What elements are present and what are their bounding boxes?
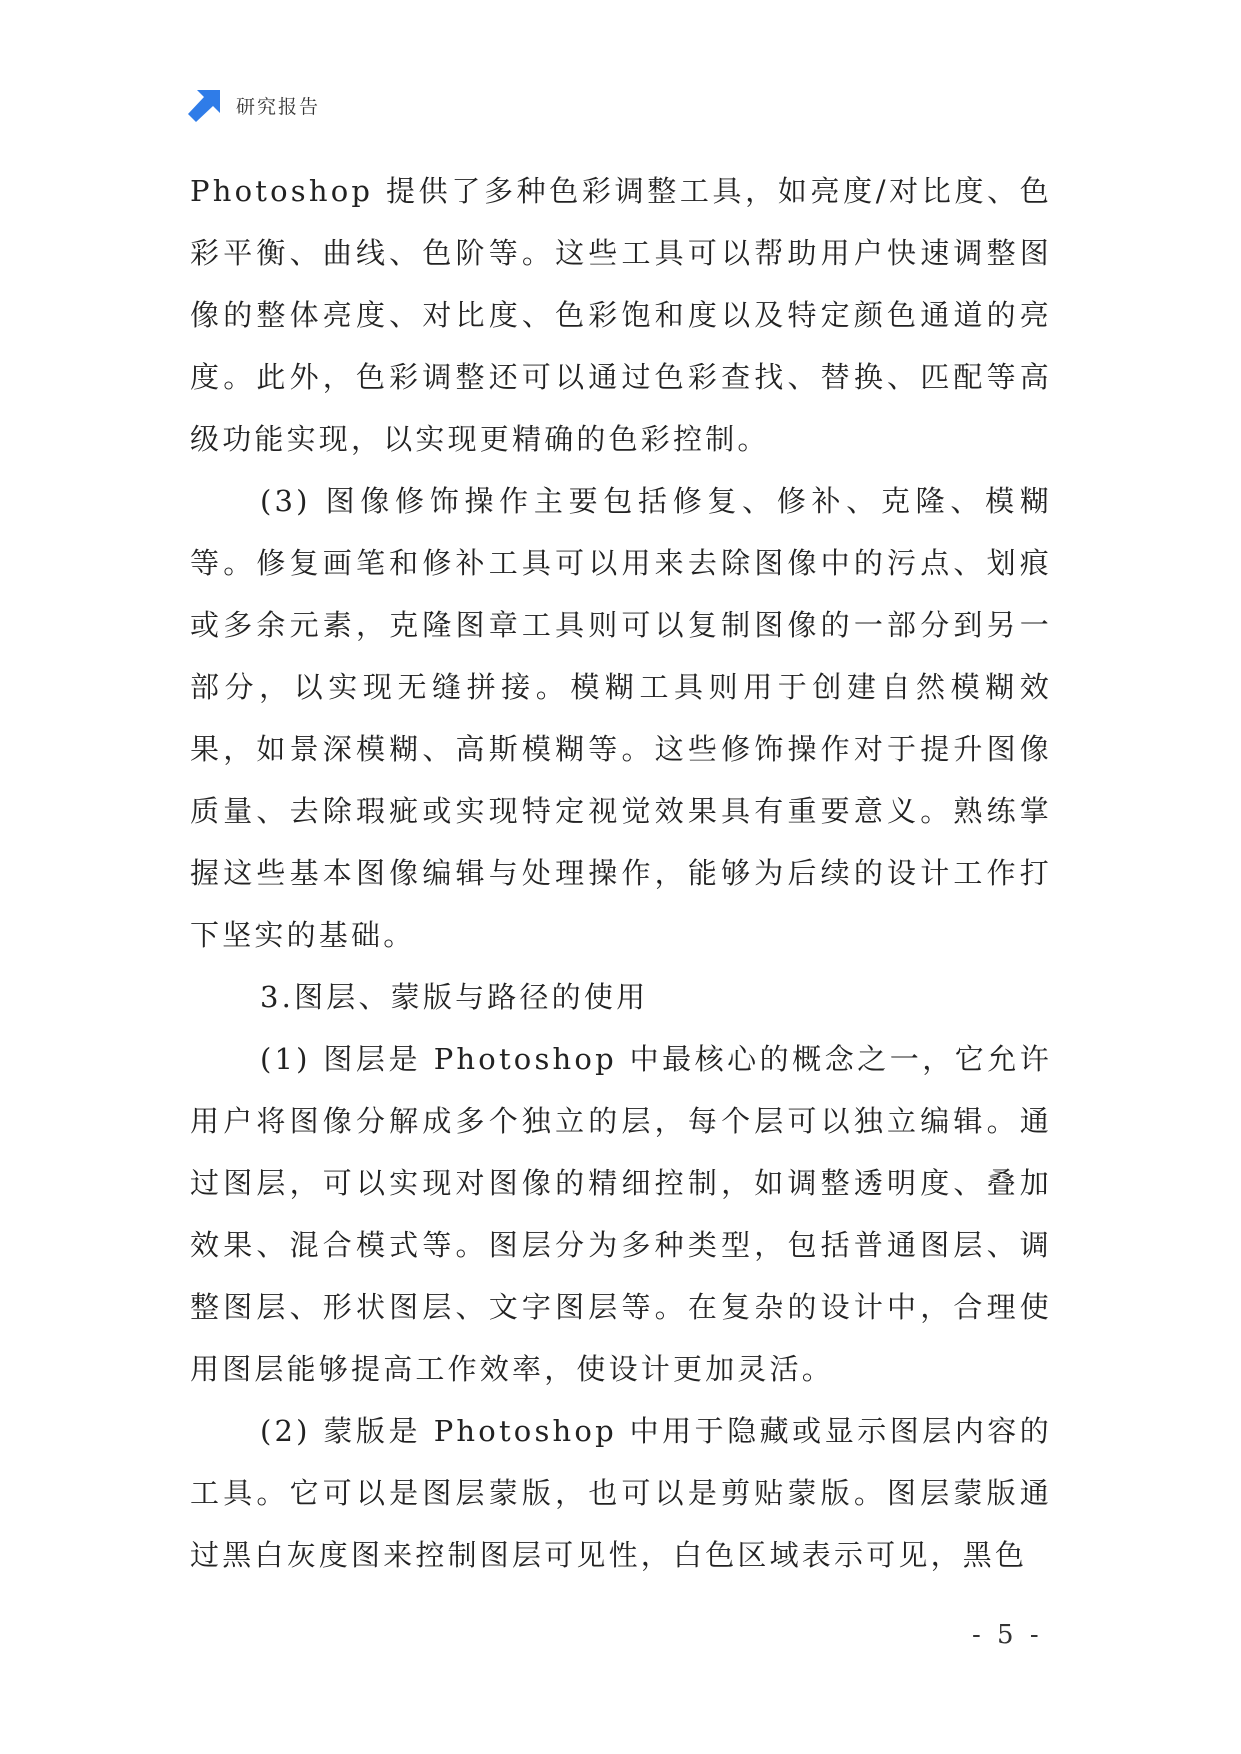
paragraph-image-retouching: (3) 图像修饰操作主要包括修复、修补、克隆、模糊等。修复画笔和修补工具可以用来去除图像中的污点、划痕或多余元素，克隆图章工具则可以复制图像的一部分到另一部分，以实现无缝拼接。模糊工具则用于创建自然模糊效果，如景深模糊、高斯模糊等。这些修饰操作对于提升图像质量、去除瑕疵或实现特定视觉效果具有重要意义。熟练掌握这些基本图像编辑与处理操作，能够为后续的设计工作打下坚实的基础。 — [190, 484, 1052, 952]
header-title: 研究报告 — [236, 95, 321, 118]
page-number: - 5 - — [972, 1620, 1043, 1650]
arrow-up-right-icon — [188, 88, 222, 122]
paragraph-layers: (1) 图层是 Photoshop 中最核心的概念之一，它允许用户将图像分解成多个独立的层，每个层可以独立编辑。通过图层，可以实现对图像的精细控制，如调整透明度、叠加效果、混合模式等。图层分为多种类型，包括普通图层、调整图层、形状图层、文字图层等。在复杂的设计中，合理使用图层能够提高工作效率，使设计更加灵活。 — [190, 1042, 1052, 1386]
section-heading: 3.图层、蒙版与路径的使用 — [260, 980, 649, 1014]
document-body — [190, 160, 1052, 1586]
report-header — [188, 88, 320, 122]
paragraph-masks: (2) 蒙版是 Photoshop 中用于隐藏或显示图层内容的工具。它可以是图层蒙版，也可以是剪贴蒙版。图层蒙版通过黑白灰度图来控制图层可见性，白色区域表示可见，黑色 — [190, 1414, 1052, 1572]
paragraph-color-adjustment: Photoshop 提供了多种色彩调整工具，如亮度/对比度、色彩平衡、曲线、色阶等。这些工具可以帮助用户快速调整图像的整体亮度、对比度、色彩饱和度以及特定颜色通道的亮度。此外，色彩调整还可以通过色彩查找、替换、匹配等高级功能实现，以实现更精确的色彩控制。 — [190, 174, 1052, 456]
